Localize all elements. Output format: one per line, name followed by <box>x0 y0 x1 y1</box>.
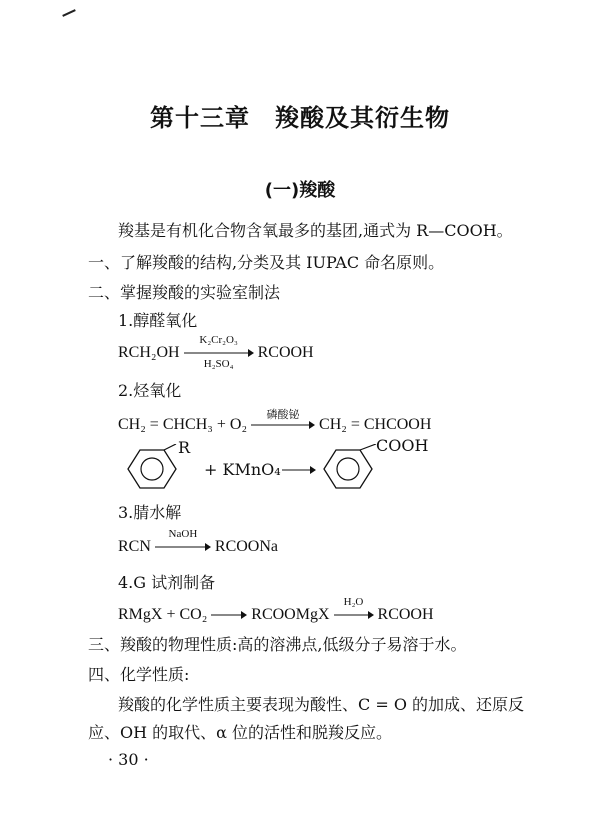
eq2-reactant: CH₂ = CHCH₃ + O₂ <box>118 416 248 433</box>
eq1-reagent-below: H₂SO₄ <box>203 358 234 371</box>
eq4-product: RCOONa <box>214 538 279 555</box>
eq4-arrow <box>155 528 211 552</box>
eq5-reactant: RMgX + CO₂ <box>118 606 208 623</box>
chem-properties-line-2: 应、OH 的取代、α 位的活性和脱羧反应。 <box>88 723 393 742</box>
equation-toluene-oxidation <box>118 436 478 494</box>
eq1-reactant: RCH₂OH <box>118 344 180 361</box>
method-4-heading: 4.G 试剂制备 <box>118 573 216 592</box>
arrow-icon <box>184 348 254 358</box>
arrow-icon <box>334 610 374 620</box>
scan-mark <box>62 9 76 17</box>
point-two: 二、掌握羧酸的实验室制法 <box>88 283 281 302</box>
eq4-reactant: RCN <box>118 538 151 555</box>
point-three: 三、羧酸的物理性质:高的溶沸点,低级分子易溶于水。 <box>88 635 467 654</box>
method-2-heading: 2.烃氧化 <box>118 381 182 400</box>
eq3-reagent: + KMnO₄ <box>204 460 281 479</box>
arrow-icon <box>155 542 211 552</box>
point-four: 四、化学性质: <box>88 665 190 684</box>
eq2-catalyst: 磷酸铋 <box>266 409 300 422</box>
equation-alcohol-oxidation <box>118 334 314 371</box>
eq4-reagent: NaOH <box>168 528 198 541</box>
equation-nitrile-hydrolysis <box>118 528 279 556</box>
equation-propene-oxidation <box>118 409 432 434</box>
chapter-title: 第十三章 羧酸及其衍生物 <box>150 104 450 132</box>
eq5-intermediate: RCOOMgX <box>251 606 330 623</box>
eq2-product: CH₂ = CHCOOH <box>319 416 432 433</box>
chem-properties-line-1: 羧酸的化学性质主要表现为酸性、C = O 的加成、还原反 <box>118 695 525 714</box>
method-1-heading: 1.醇醛氧化 <box>118 311 198 330</box>
eq3-product-group: COOH <box>376 436 429 455</box>
eq1-reagent-above: K₂Cr₂O₃ <box>199 334 238 347</box>
eq3-substituent: R <box>178 438 191 457</box>
point-one: 一、了解羧酸的结构,分类及其 IUPAC 命名原则。 <box>88 253 445 272</box>
eq5-arrow-1 <box>211 610 247 620</box>
eq1-product: RCOOH <box>257 344 314 361</box>
section-title: (一)羧酸 <box>264 180 336 201</box>
equation-grignard <box>118 596 434 624</box>
eq1-arrow <box>184 334 254 371</box>
eq5-arrow-2 <box>334 596 374 620</box>
intro-paragraph: 羧基是有机化合物含氧最多的基团,通式为 R—COOH。 <box>118 221 513 240</box>
arrow-icon <box>211 610 247 620</box>
eq5-product: RCOOH <box>377 606 434 623</box>
method-3-heading: 3.腈水解 <box>118 503 182 522</box>
eq2-arrow <box>251 409 315 430</box>
page-number: · 30 · <box>108 750 149 769</box>
eq5-reagent: H₂O <box>343 596 364 609</box>
